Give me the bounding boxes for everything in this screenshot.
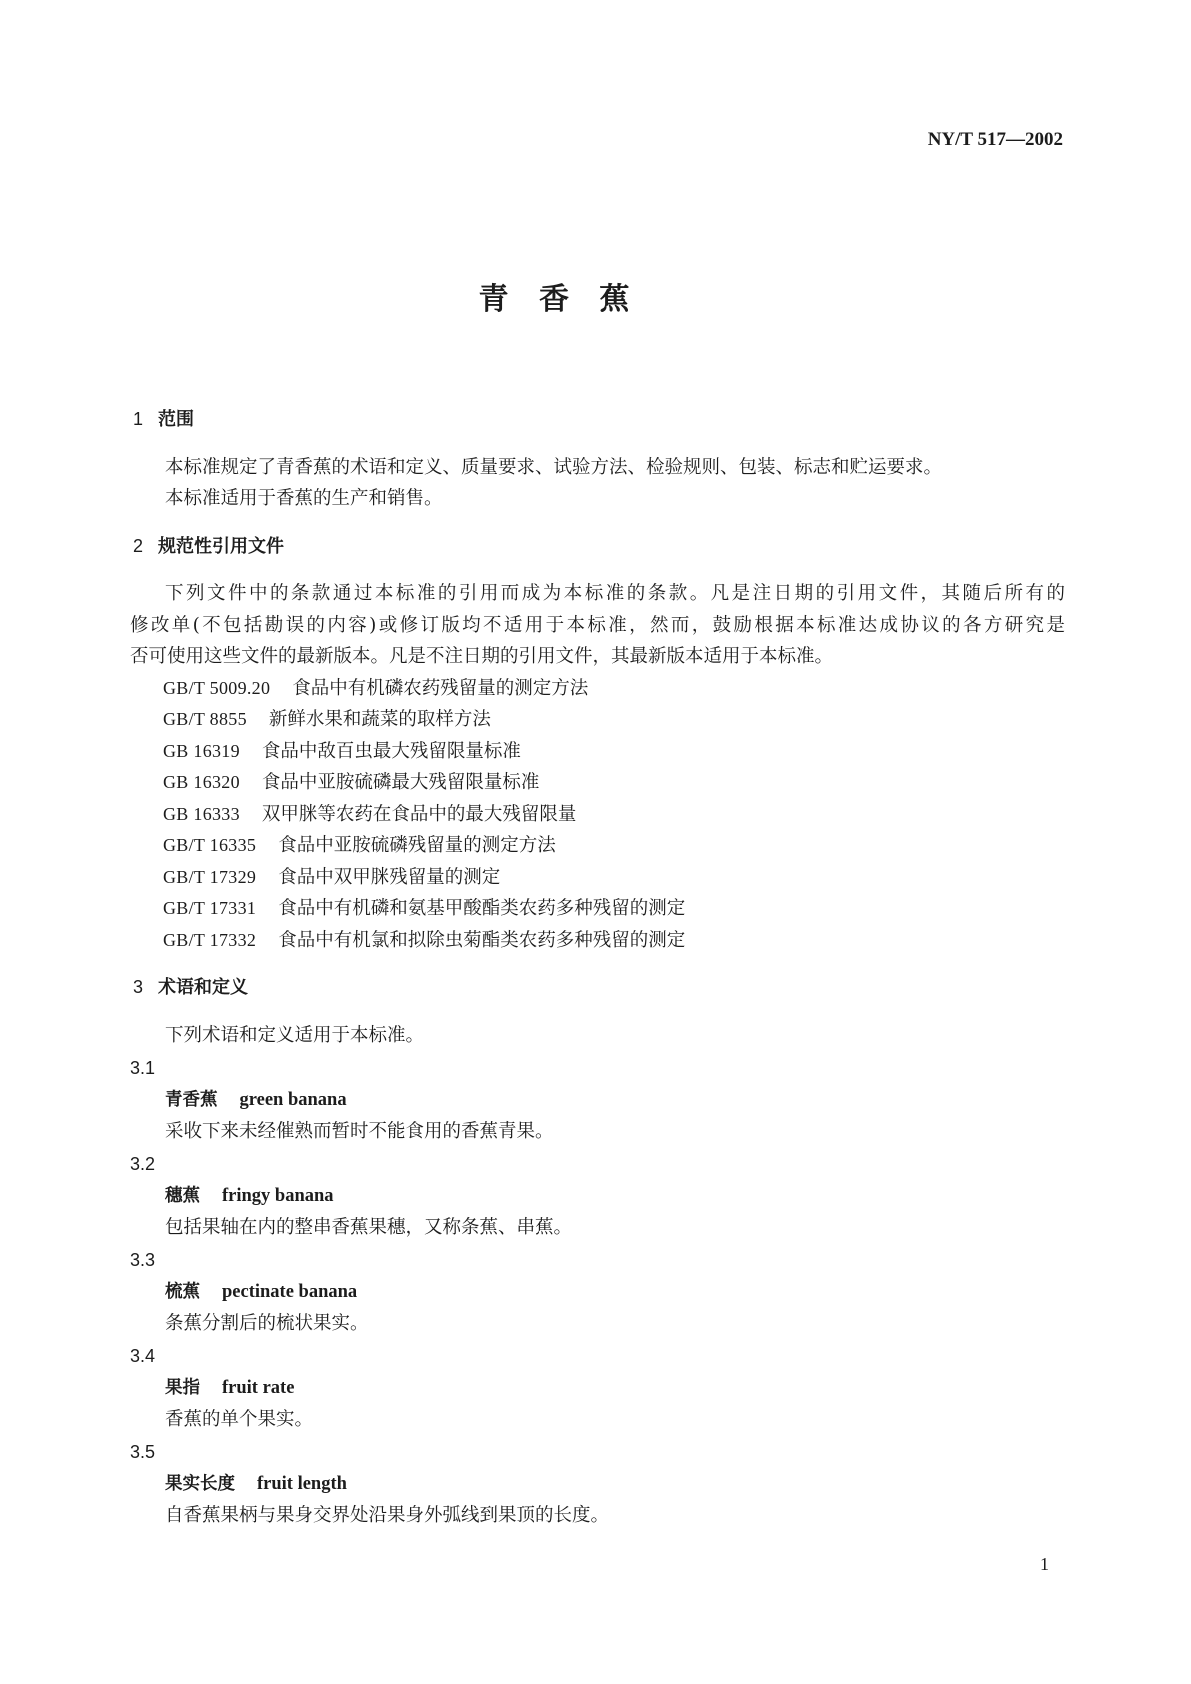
paragraph: 本标准规定了青香蕉的术语和定义、质量要求、试验方法、检验规则、包装、标志和贮运要求。 [165,456,943,478]
reference-title: 食品中敌百虫最大残留限量标准 [261,740,521,762]
reference-item [130,767,1065,799]
reference-code: GB/T 17329 [163,866,257,887]
term-en: pectinate banana [222,1281,358,1302]
reference-code: GB/T 5009.20 [163,677,271,698]
reference-title: 食品中亚胺硫磷残留量的测定方法 [278,835,556,856]
term-zh: 果指 [165,1377,200,1398]
term-number: 3.1 [130,1057,156,1078]
reference-item [130,925,1065,957]
section-heading-terms-and-definitions [130,972,1065,1004]
term-number: 3.4 [130,1345,156,1366]
term-definition: 条蕉分割后的梳状果实。 [165,1312,369,1334]
term-en: fruit rate [222,1377,295,1398]
reference-code: GB/T 16335 [163,835,257,855]
terms-intro: 下列术语和定义适用于本标准。 [165,1024,425,1046]
section-title: 术语和定义 [158,977,248,998]
term-definition: 采收下来未经催熟而暂时不能食用的香蕉青果。 [165,1120,554,1142]
reference-item [130,736,1065,768]
reference-item [130,893,1065,925]
paragraph-line: 否可使用这些文件的最新版本。凡是不注日期的引用文件，其最新版本适用于本标准。 [130,646,834,667]
term-definition: 自香蕉果柄与果身交界处沿果身外弧线到果顶的长度。 [165,1504,610,1526]
term-entry [130,1468,1065,1500]
section-number: 2 [133,535,144,556]
term-zh: 穗蕉 [165,1185,200,1206]
reference-title: 食品中有机磷和氨基甲酸酯类农药多种残留的测定 [278,898,686,919]
term-definition: 香蕉的单个果实。 [165,1408,314,1430]
reference-code: GB/T 17332 [163,929,257,950]
reference-code: GB/T 17331 [163,898,257,918]
term-zh: 果实长度 [165,1473,235,1494]
reference-item [130,862,1065,894]
page-number: 1 [1040,1554,1049,1574]
section-heading-normative-references [130,531,1065,563]
document-title: 青 香 蕉 [478,282,630,317]
document-body [130,404,1065,1532]
reference-code: GB 16319 [163,740,240,761]
term-entry [130,1276,1065,1308]
term-en: green banana [239,1089,347,1110]
term-definition: 包括果轴在内的整串香蕉果穗，又称条蕉、串蕉。 [165,1216,573,1238]
section-heading-scope [130,404,1065,436]
reference-title: 食品中有机磷农药残留量的测定方法 [292,677,589,699]
reference-title: 新鲜水果和蔬菜的取样方法 [268,709,491,730]
term-entry [130,1372,1065,1404]
terms-list [130,1020,1065,1532]
term-number: 3.5 [130,1441,156,1462]
term-number: 3.2 [130,1153,156,1174]
reference-title: 食品中亚胺硫磷最大残留限量标准 [261,772,540,793]
term-number: 3.3 [130,1249,156,1270]
term-zh: 青香蕉 [165,1089,218,1110]
section-number: 1 [133,409,144,429]
reference-item [130,673,1065,705]
term-entry [130,1180,1065,1212]
reference-item [130,704,1065,736]
paragraph-line: 下列文件中的条款通过本标准的引用而成为本标准的条款。凡是注日期的引用文件，其随后所有的 [165,583,1065,604]
section-number: 3 [133,977,144,997]
reference-title: 食品中有机氯和拟除虫菊酯类农药多种残留的测定 [278,929,686,951]
reference-title: 双甲脒等农药在食品中的最大残留限量 [261,803,577,825]
reference-item [130,799,1065,831]
reference-code: GB 16320 [163,772,240,792]
term-en: fruit length [257,1473,347,1494]
reference-item [130,830,1065,862]
paragraph: 本标准适用于香蕉的生产和销售。 [165,488,443,509]
paragraph-line: 修改单(不包括勘误的内容)或修订版均不适用于本标准，然而，鼓励根据本标准达成协议的各方研究是 [130,614,1065,636]
term-zh: 梳蕉 [165,1281,200,1302]
reference-title: 食品中双甲脒残留量的测定 [278,866,501,888]
term-entry [130,1084,1065,1116]
section-title: 范围 [158,409,194,430]
standard-number: NY/T 517—2002 [927,129,1063,150]
section-title: 规范性引用文件 [158,535,284,557]
reference-code: GB/T 8855 [163,709,247,729]
term-en: fringy banana [222,1185,334,1206]
reference-code: GB 16333 [163,803,240,824]
